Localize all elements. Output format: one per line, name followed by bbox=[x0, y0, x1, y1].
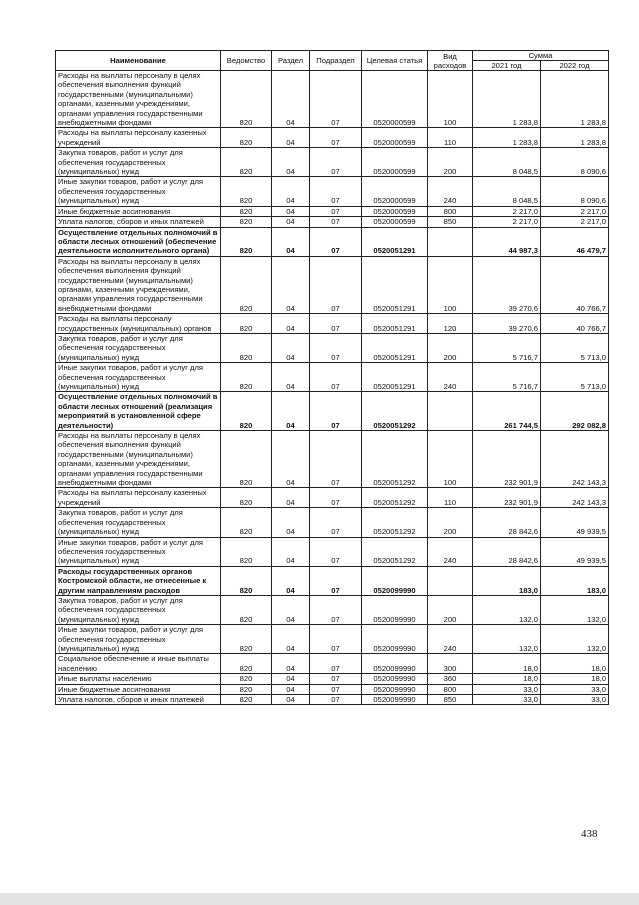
cell-name: Иные выплаты населению bbox=[56, 674, 221, 684]
cell-vid: 100 bbox=[428, 256, 473, 313]
table-row bbox=[56, 206, 609, 216]
cell-celevaya: 0520051291 bbox=[362, 333, 428, 362]
cell-sum-2022: 1 283,8 bbox=[541, 128, 609, 148]
table-row bbox=[56, 363, 609, 392]
cell-razdel: 04 bbox=[272, 128, 310, 148]
cell-sum-2021: 39 270,6 bbox=[473, 256, 541, 313]
cell-razdel: 04 bbox=[272, 363, 310, 392]
cell-name: Расходы на выплаты персоналу в целях обеспечения выполнения функций государственными (муниципальными) органами, казенными учреждениями, органами управления государственными внебюджетными фондами bbox=[56, 431, 221, 488]
cell-sum-2021: 2 217,0 bbox=[473, 217, 541, 227]
budget-page bbox=[55, 50, 608, 705]
cell-celevaya: 0520099990 bbox=[362, 625, 428, 654]
cell-sum-2022: 40 766,7 bbox=[541, 256, 609, 313]
cell-razdel: 04 bbox=[272, 148, 310, 177]
cell-vedomstvo: 820 bbox=[221, 695, 272, 705]
table-row bbox=[56, 128, 609, 148]
cell-vid bbox=[428, 392, 473, 431]
cell-razdel: 04 bbox=[272, 333, 310, 362]
cell-celevaya: 0520051291 bbox=[362, 314, 428, 334]
cell-vid: 360 bbox=[428, 674, 473, 684]
cell-sum-2021: 5 716,7 bbox=[473, 363, 541, 392]
cell-podrazdel: 07 bbox=[310, 363, 362, 392]
cell-razdel: 04 bbox=[272, 566, 310, 595]
cell-sum-2021: 1 283,8 bbox=[473, 71, 541, 128]
cell-sum-2021: 39 270,6 bbox=[473, 314, 541, 334]
cell-name: Закупка товаров, работ и услуг для обеспечения государственных (муниципальных) нужд bbox=[56, 148, 221, 177]
cell-podrazdel: 07 bbox=[310, 227, 362, 256]
cell-razdel: 04 bbox=[272, 227, 310, 256]
cell-vid: 240 bbox=[428, 537, 473, 566]
cell-vedomstvo: 820 bbox=[221, 363, 272, 392]
cell-razdel: 04 bbox=[272, 654, 310, 674]
cell-podrazdel: 07 bbox=[310, 625, 362, 654]
cell-razdel: 04 bbox=[272, 508, 310, 537]
cell-sum-2022: 18,0 bbox=[541, 674, 609, 684]
cell-vedomstvo: 820 bbox=[221, 148, 272, 177]
cell-podrazdel: 07 bbox=[310, 488, 362, 508]
cell-sum-2021: 8 048,5 bbox=[473, 148, 541, 177]
cell-sum-2021: 2 217,0 bbox=[473, 206, 541, 216]
cell-vid: 240 bbox=[428, 625, 473, 654]
cell-razdel: 04 bbox=[272, 431, 310, 488]
cell-sum-2022: 132,0 bbox=[541, 595, 609, 624]
cell-celevaya: 0520000599 bbox=[362, 217, 428, 227]
page-number: 438 bbox=[581, 828, 598, 840]
cell-sum-2022: 49 939,5 bbox=[541, 508, 609, 537]
cell-vedomstvo: 820 bbox=[221, 674, 272, 684]
cell-vid: 120 bbox=[428, 314, 473, 334]
cell-podrazdel: 07 bbox=[310, 674, 362, 684]
cell-vedomstvo: 820 bbox=[221, 625, 272, 654]
cell-celevaya: 0520051292 bbox=[362, 508, 428, 537]
cell-name: Расходы на выплаты персоналу казенных учреждений bbox=[56, 128, 221, 148]
cell-podrazdel: 07 bbox=[310, 392, 362, 431]
cell-sum-2022: 5 713,0 bbox=[541, 333, 609, 362]
col-header-name: Наименование bbox=[56, 51, 221, 71]
cell-sum-2021: 18,0 bbox=[473, 654, 541, 674]
cell-razdel: 04 bbox=[272, 684, 310, 694]
cell-celevaya: 0520000599 bbox=[362, 128, 428, 148]
col-header-vedomstvo: Ведомство bbox=[221, 51, 272, 71]
col-header-celevaya: Целевая статья bbox=[362, 51, 428, 71]
cell-sum-2022: 8 090,6 bbox=[541, 177, 609, 206]
cell-vid: 200 bbox=[428, 508, 473, 537]
cell-razdel: 04 bbox=[272, 695, 310, 705]
cell-vedomstvo: 820 bbox=[221, 206, 272, 216]
cell-vedomstvo: 820 bbox=[221, 595, 272, 624]
cell-vid: 240 bbox=[428, 177, 473, 206]
table-row bbox=[56, 488, 609, 508]
cell-vid: 850 bbox=[428, 695, 473, 705]
cell-name: Расходы на выплаты персоналу казенных учреждений bbox=[56, 488, 221, 508]
cell-podrazdel: 07 bbox=[310, 148, 362, 177]
cell-name: Социальное обеспечение и иные выплаты населению bbox=[56, 654, 221, 674]
cell-celevaya: 0520051292 bbox=[362, 392, 428, 431]
table-row bbox=[56, 625, 609, 654]
cell-name: Осуществление отдельных полномочий в области лесных отношений (обеспечение деятельности исполнительного органа) bbox=[56, 227, 221, 256]
cell-podrazdel: 07 bbox=[310, 654, 362, 674]
table-row bbox=[56, 431, 609, 488]
table-row bbox=[56, 227, 609, 256]
cell-vedomstvo: 820 bbox=[221, 654, 272, 674]
cell-celevaya: 0520000599 bbox=[362, 71, 428, 128]
cell-podrazdel: 07 bbox=[310, 177, 362, 206]
cell-podrazdel: 07 bbox=[310, 128, 362, 148]
cell-sum-2022: 33,0 bbox=[541, 695, 609, 705]
col-header-razdel: Раздел bbox=[272, 51, 310, 71]
cell-vedomstvo: 820 bbox=[221, 537, 272, 566]
cell-vid: 200 bbox=[428, 148, 473, 177]
table-row bbox=[56, 71, 609, 128]
table-row bbox=[56, 654, 609, 674]
cell-name: Закупка товаров, работ и услуг для обеспечения государственных (муниципальных) нужд bbox=[56, 595, 221, 624]
cell-vid bbox=[428, 227, 473, 256]
cell-podrazdel: 07 bbox=[310, 684, 362, 694]
table-row bbox=[56, 537, 609, 566]
cell-celevaya: 0520000599 bbox=[362, 177, 428, 206]
cell-vid: 800 bbox=[428, 206, 473, 216]
cell-name: Расходы на выплаты персоналу в целях обеспечения выполнения функций государственными (муниципальными) органами, казенными учреждениями, органами управления государственными внебюджетными фондами bbox=[56, 71, 221, 128]
cell-name: Уплата налогов, сборов и иных платежей bbox=[56, 695, 221, 705]
col-header-podrazdel: Подраздел bbox=[310, 51, 362, 71]
cell-sum-2022: 2 217,0 bbox=[541, 206, 609, 216]
cell-podrazdel: 07 bbox=[310, 537, 362, 566]
cell-sum-2021: 183,0 bbox=[473, 566, 541, 595]
col-header-2021: 2021 год bbox=[473, 61, 541, 71]
cell-vedomstvo: 820 bbox=[221, 256, 272, 313]
cell-podrazdel: 07 bbox=[310, 206, 362, 216]
cell-celevaya: 0520051291 bbox=[362, 363, 428, 392]
cell-vedomstvo: 820 bbox=[221, 314, 272, 334]
cell-razdel: 04 bbox=[272, 256, 310, 313]
cell-razdel: 04 bbox=[272, 625, 310, 654]
cell-sum-2021: 28 842,6 bbox=[473, 508, 541, 537]
cell-vid: 100 bbox=[428, 71, 473, 128]
cell-name: Иные бюджетные ассигнования bbox=[56, 684, 221, 694]
cell-celevaya: 0520051292 bbox=[362, 488, 428, 508]
cell-name: Осуществление отдельных полномочий в области лесных отношений (реализация мероприятий в установленной сфере деятельности) bbox=[56, 392, 221, 431]
cell-razdel: 04 bbox=[272, 314, 310, 334]
cell-vid: 300 bbox=[428, 654, 473, 674]
cell-name: Расходы на выплаты персоналу в целях обеспечения выполнения функций государственными (муниципальными) органами, казенными учреждениями, органами управления государственными внебюджетными фондами bbox=[56, 256, 221, 313]
cell-sum-2022: 33,0 bbox=[541, 684, 609, 694]
cell-sum-2022: 49 939,5 bbox=[541, 537, 609, 566]
cell-podrazdel: 07 bbox=[310, 71, 362, 128]
cell-sum-2022: 183,0 bbox=[541, 566, 609, 595]
cell-sum-2022: 40 766,7 bbox=[541, 314, 609, 334]
cell-sum-2021: 28 842,6 bbox=[473, 537, 541, 566]
cell-sum-2021: 132,0 bbox=[473, 625, 541, 654]
cell-name: Расходы на выплаты персоналу государственных (муниципальных) органов bbox=[56, 314, 221, 334]
cell-sum-2021: 132,0 bbox=[473, 595, 541, 624]
cell-razdel: 04 bbox=[272, 217, 310, 227]
table-row bbox=[56, 256, 609, 313]
cell-sum-2022: 46 479,7 bbox=[541, 227, 609, 256]
cell-sum-2022: 1 283,8 bbox=[541, 71, 609, 128]
cell-vid: 100 bbox=[428, 431, 473, 488]
cell-podrazdel: 07 bbox=[310, 508, 362, 537]
cell-sum-2022: 8 090,6 bbox=[541, 148, 609, 177]
table-row bbox=[56, 217, 609, 227]
cell-celevaya: 0520000599 bbox=[362, 148, 428, 177]
cell-sum-2021: 8 048,5 bbox=[473, 177, 541, 206]
cell-vedomstvo: 820 bbox=[221, 508, 272, 537]
cell-sum-2021: 33,0 bbox=[473, 695, 541, 705]
budget-table bbox=[55, 50, 609, 705]
scan-edge-strip bbox=[0, 893, 639, 905]
cell-vedomstvo: 820 bbox=[221, 333, 272, 362]
cell-celevaya: 0520051291 bbox=[362, 256, 428, 313]
cell-sum-2021: 18,0 bbox=[473, 674, 541, 684]
cell-razdel: 04 bbox=[272, 537, 310, 566]
table-body bbox=[56, 71, 609, 705]
cell-name: Расходы государственных органов Костромской области, не отнесенные к другим направлениям расходов bbox=[56, 566, 221, 595]
cell-name: Уплата налогов, сборов и иных платежей bbox=[56, 217, 221, 227]
cell-sum-2022: 242 143,3 bbox=[541, 431, 609, 488]
cell-sum-2022: 242 143,3 bbox=[541, 488, 609, 508]
cell-celevaya: 0520099990 bbox=[362, 674, 428, 684]
cell-sum-2022: 292 082,8 bbox=[541, 392, 609, 431]
cell-vedomstvo: 820 bbox=[221, 177, 272, 206]
col-header-vid: Вид расходов bbox=[428, 51, 473, 71]
col-header-summa: Сумма bbox=[473, 51, 609, 61]
cell-podrazdel: 07 bbox=[310, 217, 362, 227]
cell-razdel: 04 bbox=[272, 488, 310, 508]
table-row bbox=[56, 177, 609, 206]
cell-celevaya: 0520051292 bbox=[362, 431, 428, 488]
cell-sum-2021: 232 901,9 bbox=[473, 488, 541, 508]
cell-vid bbox=[428, 566, 473, 595]
cell-vedomstvo: 820 bbox=[221, 392, 272, 431]
cell-vedomstvo: 820 bbox=[221, 227, 272, 256]
cell-celevaya: 0520099990 bbox=[362, 695, 428, 705]
cell-vedomstvo: 820 bbox=[221, 488, 272, 508]
cell-vedomstvo: 820 bbox=[221, 71, 272, 128]
cell-name: Закупка товаров, работ и услуг для обеспечения государственных (муниципальных) нужд bbox=[56, 508, 221, 537]
cell-razdel: 04 bbox=[272, 674, 310, 684]
cell-podrazdel: 07 bbox=[310, 431, 362, 488]
cell-podrazdel: 07 bbox=[310, 566, 362, 595]
cell-sum-2021: 1 283,8 bbox=[473, 128, 541, 148]
cell-podrazdel: 07 bbox=[310, 595, 362, 624]
cell-vid: 110 bbox=[428, 128, 473, 148]
table-row bbox=[56, 392, 609, 431]
cell-sum-2021: 261 744,5 bbox=[473, 392, 541, 431]
cell-podrazdel: 07 bbox=[310, 695, 362, 705]
cell-razdel: 04 bbox=[272, 595, 310, 624]
cell-sum-2021: 5 716,7 bbox=[473, 333, 541, 362]
cell-vedomstvo: 820 bbox=[221, 128, 272, 148]
cell-celevaya: 0520051291 bbox=[362, 227, 428, 256]
cell-vid: 850 bbox=[428, 217, 473, 227]
cell-vedomstvo: 820 bbox=[221, 217, 272, 227]
table-row bbox=[56, 333, 609, 362]
cell-vedomstvo: 820 bbox=[221, 684, 272, 694]
cell-sum-2021: 232 901,9 bbox=[473, 431, 541, 488]
cell-razdel: 04 bbox=[272, 206, 310, 216]
cell-vid: 240 bbox=[428, 363, 473, 392]
cell-celevaya: 0520099990 bbox=[362, 595, 428, 624]
cell-celevaya: 0520051292 bbox=[362, 537, 428, 566]
cell-sum-2022: 132,0 bbox=[541, 625, 609, 654]
cell-podrazdel: 07 bbox=[310, 314, 362, 334]
cell-name: Иные бюджетные ассигнования bbox=[56, 206, 221, 216]
cell-celevaya: 0520000599 bbox=[362, 206, 428, 216]
cell-vid: 110 bbox=[428, 488, 473, 508]
cell-podrazdel: 07 bbox=[310, 333, 362, 362]
cell-name: Закупка товаров, работ и услуг для обеспечения государственных (муниципальных) нужд bbox=[56, 333, 221, 362]
table-row bbox=[56, 566, 609, 595]
cell-podrazdel: 07 bbox=[310, 256, 362, 313]
cell-sum-2022: 2 217,0 bbox=[541, 217, 609, 227]
table-row bbox=[56, 695, 609, 705]
cell-celevaya: 0520099990 bbox=[362, 684, 428, 694]
cell-razdel: 04 bbox=[272, 177, 310, 206]
cell-vedomstvo: 820 bbox=[221, 566, 272, 595]
table-row bbox=[56, 674, 609, 684]
cell-sum-2021: 33,0 bbox=[473, 684, 541, 694]
table-row bbox=[56, 684, 609, 694]
cell-sum-2022: 5 713,0 bbox=[541, 363, 609, 392]
col-header-2022: 2022 год bbox=[541, 61, 609, 71]
table-row bbox=[56, 595, 609, 624]
cell-name: Иные закупки товаров, работ и услуг для обеспечения государственных (муниципальных) нужд bbox=[56, 177, 221, 206]
table-row bbox=[56, 314, 609, 334]
table-row bbox=[56, 148, 609, 177]
table-row bbox=[56, 508, 609, 537]
cell-vid: 200 bbox=[428, 333, 473, 362]
cell-sum-2021: 44 987,3 bbox=[473, 227, 541, 256]
cell-name: Иные закупки товаров, работ и услуг для обеспечения государственных (муниципальных) нужд bbox=[56, 537, 221, 566]
cell-celevaya: 0520099990 bbox=[362, 654, 428, 674]
cell-vid: 200 bbox=[428, 595, 473, 624]
cell-name: Иные закупки товаров, работ и услуг для обеспечения государственных (муниципальных) нужд bbox=[56, 625, 221, 654]
cell-razdel: 04 bbox=[272, 71, 310, 128]
cell-vedomstvo: 820 bbox=[221, 431, 272, 488]
cell-name: Иные закупки товаров, работ и услуг для обеспечения государственных (муниципальных) нужд bbox=[56, 363, 221, 392]
cell-vid: 800 bbox=[428, 684, 473, 694]
cell-sum-2022: 18,0 bbox=[541, 654, 609, 674]
cell-celevaya: 0520099990 bbox=[362, 566, 428, 595]
cell-razdel: 04 bbox=[272, 392, 310, 431]
